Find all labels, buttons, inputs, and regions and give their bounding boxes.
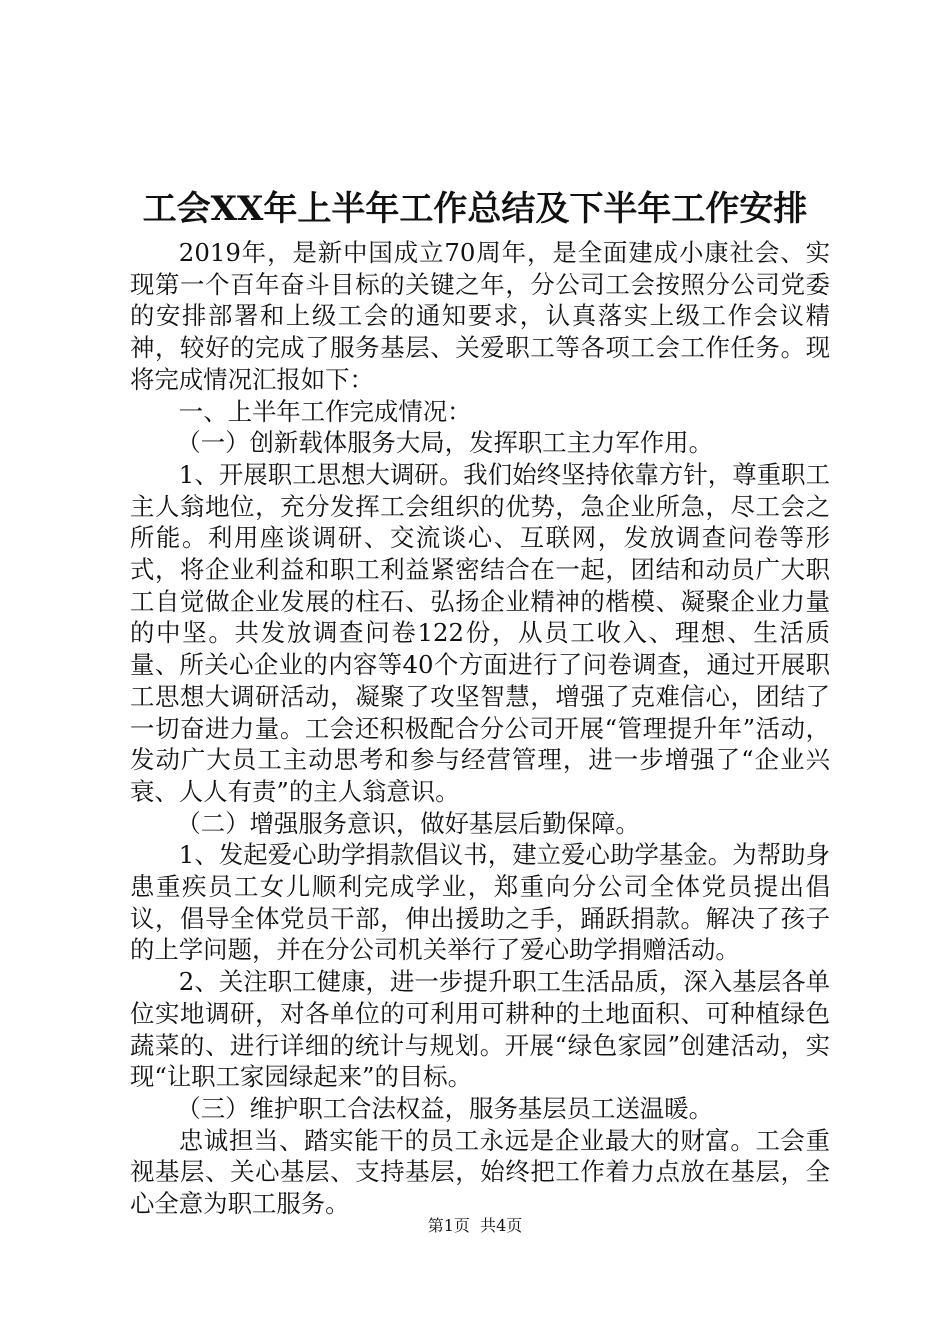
section-heading-1: 一、上半年工作完成情况：	[178, 396, 472, 426]
subsection-heading-1: （一）创新载体服务大局，发挥职工主力军作用。	[176, 428, 713, 458]
paragraph-item-1-1: 1、开展职工思想大调研。我们始终坚持依靠方针，尊重职工主人翁地位，充分发挥工会组织的优势，急企业所急，尽工会之所能。利用座谈调研、交流谈心、互联网，发放调查问卷等形式，将企业利益和职工利益紧密结合在一起，团结和动员广大职工自觉做企业发展的柱石、弘扬企业精神的楷模、凝聚企业力量的中坚。共发放调查问卷122份，从员工收入、理想、生活质量、所关心企业的内容等40个方面进行了问卷调查，通过开展职工思想大调研活动，凝聚了攻坚智慧，增强了克难信心，团结了一切奋进力量。工会还积极配合分公司开展“管理提升年”活动，发动广大员工主动思考和参与经营管理，进一步增强了“企业兴衰、人人有责”的主人翁意识。	[130, 459, 830, 806]
document-body	[130, 237, 830, 1220]
paragraph-item-2-2: 2、关注职工健康，进一步提升职工生活品质，深入基层各单位实地调研，对各单位的可利用可耕种的土地面积、可种植绿色蔬菜的、进行详细的统计与规划。开展“绿色家园”创建活动，实现“让职工家园绿起来”的目标。	[130, 967, 830, 1092]
subsection-heading-3: （三）维护职工合法权益，服务基层员工送温暖。	[176, 1093, 713, 1123]
subsection-heading-2: （二）增强服务意识，做好基层后勤保障。	[176, 808, 640, 838]
paragraph-item-2-1: 1、发起爱心助学捐款倡议书，建立爱心助学基金。为帮助身患重疾员工女儿顺利完成学业，郑重向分公司全体党员提出倡议，倡导全体党员干部，伸出援助之手，踊跃捐款。解决了孩子的上学问题，并在分公司机关举行了爱心助学捐赠活动。	[130, 840, 830, 965]
page-number-footer: 第1页 共4页	[427, 1216, 523, 1235]
paragraph-item-3-1: 忠诚担当、踏实能干的员工永远是企业最大的财富。工会重视基层、关心基层、支持基层，始终把工作着力点放在基层，全心全意为职工服务。	[130, 1125, 830, 1219]
document-title: 工会XX年上半年工作总结及下半年工作安排	[142, 189, 808, 229]
intro-paragraph: 2019年，是新中国成立70周年，是全面建成小康社会、实现第一个百年奋斗目标的关键之年，分公司工会按照分公司党委的安排部署和上级工会的通知要求，认真落实上级工作会议精神，较好的完成了服务基层、关爱职工等各项工会工作任务。现将完成情况汇报如下：	[130, 238, 830, 394]
